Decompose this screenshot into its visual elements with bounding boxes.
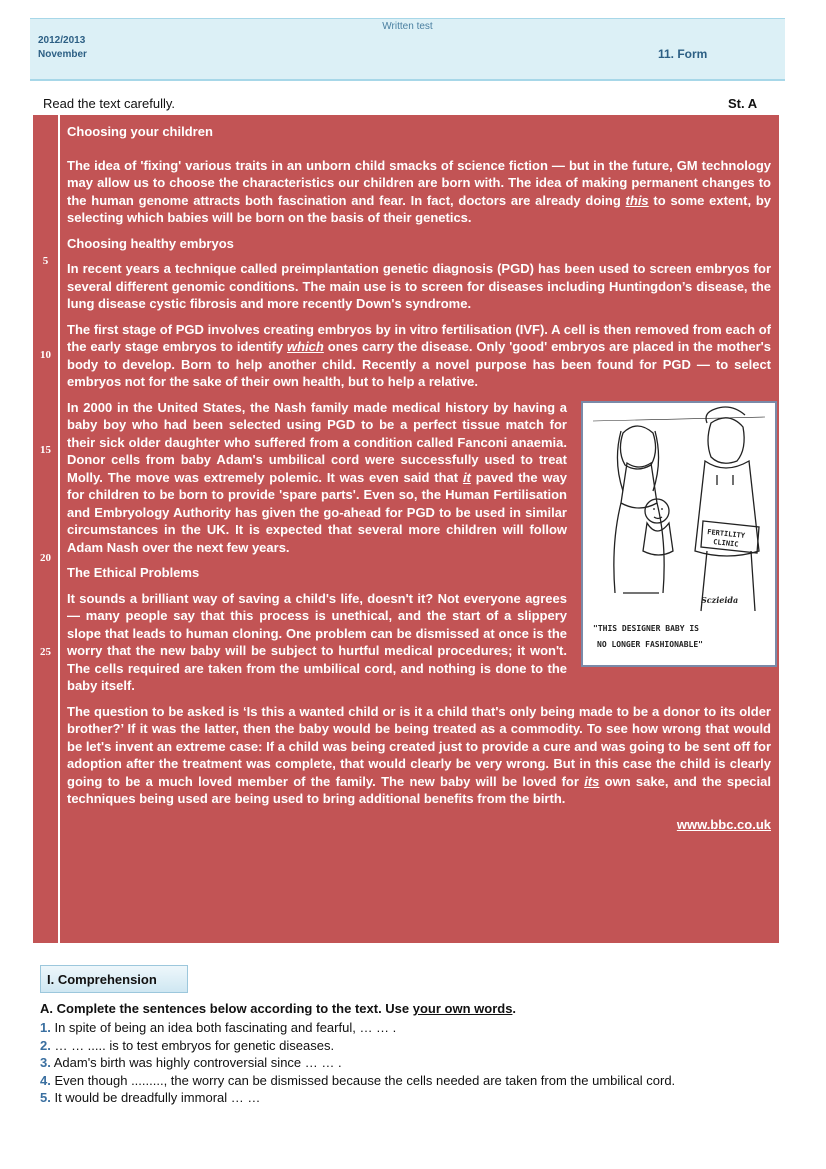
question-2: 2. … … ..... is to test embryos for genetic diseases.	[40, 1037, 335, 1053]
class-form: 11. Form	[658, 47, 708, 61]
cartoon-caption-1: "THIS DESIGNER BABY IS	[593, 623, 699, 633]
paragraph-6: The question to be asked is ‘Is this a wanted child or is it a child that's only being made to be a donor to its older brother?’ If it was the latter, then the baby would be being treated as a commodity. To see how wrong that would be let's invent an extreme case: If a child was being created just to provide a cure and was going to be sent off for adoption after the treatment was complete, that would clearly be very wrong. But in this case the child is clearly going to be a much loved member of the family. The new baby will be loved for its own sake, and the special techniques being used are being used to bring additional benefits from the birth.	[67, 703, 771, 806]
article-text	[67, 123, 771, 841]
reading-instruction: Read the text carefully.	[43, 96, 175, 111]
paragraph-4: In 2000 in the United States, the Nash family made medical history by having a baby boy who had been selected using PGD to be a perfect tissue match for their sick older daughter who suffered from a condition called Fanconi anaemia. Donor cells from baby Adam's umbilical cord were successfully used to treat Molly. The move was extremely polemic. It was even said that it paved the way for children to be born to provide 'spare parts'. Even so, the Human Fertilisation and Embryology Authority has given the go-ahead for PGD to be used in similar circumstances in the UK. It is expected that several more children will follow Adam Nash over the next few years.	[67, 399, 567, 555]
paragraph-3: The first stage of PGD involves creating embryos by in vitro fertilisation (IVF). A cell is then removed from each of the early stage embryos to identify which ones carry the disease. Only 'good' embryos are placed in the mother's body to develop. Born to help another child. Recently a novel purpose has been found for PGD — to select embryos not for the sake of their own health, but to help a relative.	[67, 321, 771, 389]
stage-label: St. A	[728, 96, 758, 111]
heading-ethical-problems: The Ethical Problems	[67, 565, 200, 580]
cartoonist-signature: Sczieida	[701, 594, 739, 605]
heading-healthy-embryos: Choosing healthy embryos	[67, 235, 234, 251]
source-link[interactable]: www.bbc.co.uk	[676, 816, 771, 832]
line-number-20: 20	[40, 552, 51, 564]
question-4: 4. Even though ........., the worry can be dismissed because the cells needed are taken from the umbilical cord.	[40, 1072, 676, 1088]
question-1: 1. In spite of being an idea both fascinating and fearful, … … .	[40, 1020, 397, 1035]
article-title: Choosing your children	[67, 124, 213, 139]
page-header	[30, 18, 785, 81]
line-number-10: 10	[40, 349, 51, 361]
line-number-5: 5	[42, 255, 49, 267]
cartoon-image	[581, 401, 777, 667]
cartoon-drawing	[583, 403, 775, 665]
reference-its: its	[584, 773, 600, 789]
paragraph-2: In recent years a technique called preimplantation genetic diagnosis (PGD) has been used to screen embryos for several different genomic conditions. The main use is to screen for diseases including Huntingdon’s disease, the lung disease cystic fibrosis and more recently Down's syndrome.	[67, 261, 771, 311]
clinic-sign-text-2: CLINIC	[712, 537, 739, 549]
test-month: November	[38, 49, 87, 60]
question-5: 5. It would be dreadfully immoral … …	[40, 1090, 261, 1105]
comprehension-heading: I. Comprehension	[40, 965, 188, 993]
paragraph-5: It sounds a brilliant way of saving a child's life, doesn't it? Not everyone agrees — many people say that this process is unethical, and the start of a slippery slope that leads to human cloning. One problem can be dismissed at once is the worry that the new baby will be subject to hurtful medical procedures; it won't. The cells required are taken from the umbilical cord, and nothing is done to the baby itself.	[67, 590, 567, 693]
exercise-instruction: A. Complete the sentences below according to the text. Use your own words.	[40, 1001, 517, 1016]
line-number-gutter	[33, 115, 60, 943]
school-year: 2012/2013	[38, 35, 86, 46]
paragraph-1: The idea of 'fixing' various traits in an unborn child smacks of science fiction — but in the future, GM technology may allow us to choose the characteristics our children are born with. The idea of making permanent changes to the human genome attracts both fascination and fear. In fact, doctors are already doing this to some extent, by selecting which babies will be born on the basis of their genetics.	[67, 157, 772, 225]
reading-panel	[33, 115, 779, 943]
question-3: 3. Adam's birth was highly controversial since … … .	[40, 1055, 342, 1070]
line-number-15: 15	[40, 444, 51, 456]
line-number-25: 25	[40, 646, 51, 658]
reference-which: which	[287, 339, 324, 354]
question-list	[40, 1019, 787, 1107]
reference-this: this	[625, 192, 649, 208]
cartoon-caption-2: NO LONGER FASHIONABLE"	[597, 639, 703, 649]
clinic-sign-text-1: FERTILITY	[706, 527, 746, 540]
header-title: Written test	[382, 21, 433, 32]
reference-it: it	[462, 469, 471, 485]
